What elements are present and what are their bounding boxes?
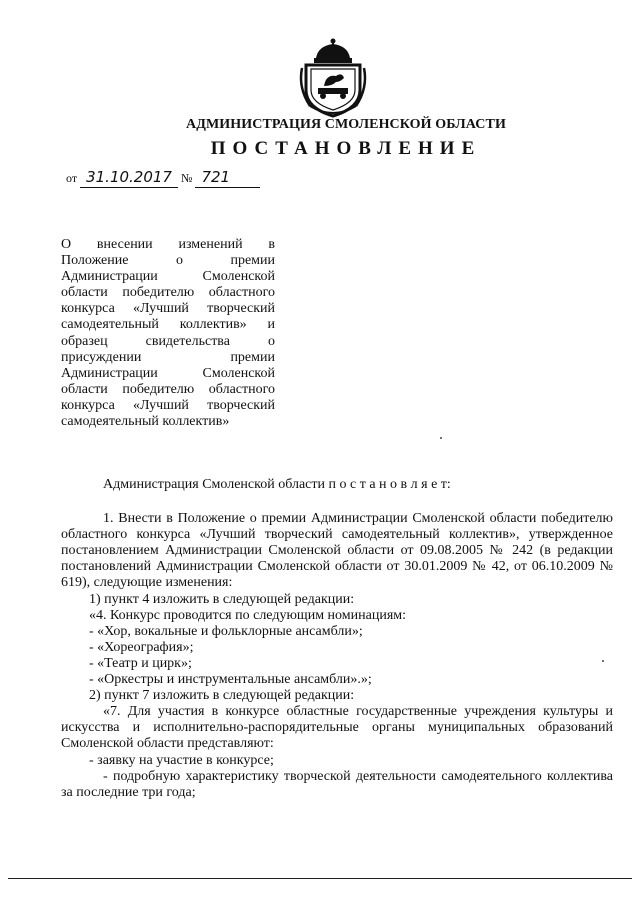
subject-line: Администрации Смоленской bbox=[61, 365, 275, 381]
document-body bbox=[61, 477, 613, 801]
subject-line: Администрации Смоленской bbox=[61, 269, 275, 285]
item-1: 1. Внести в Положение о премии Администрации Смоленской области победителю областного конкурса «Лучший творческий самодеятельный коллектив», утвержденное постановлением Администрации Смоленской области от 09.08.2005 № 242 (в редакции постановлений Администрации Смоленской области от 30.01.2009 № 42, от 06.10.2009 № 619), следующие изменения: bbox=[61, 511, 613, 591]
subject-line: самодеятельный коллектив» и bbox=[61, 317, 275, 333]
scan-speck bbox=[440, 437, 442, 439]
subject-line: присуждении премии bbox=[61, 349, 275, 365]
subject-line: самодеятельный коллектив» bbox=[61, 414, 230, 430]
subject-line: конкурса «Лучший творческий bbox=[61, 397, 275, 413]
subitem-2: 2) пункт 7 изложить в следующей редакции: bbox=[89, 688, 355, 704]
number-value: 721 bbox=[201, 168, 231, 186]
document-type-title: ПОСТАНОВЛЕНИЕ bbox=[210, 138, 482, 159]
nomination-item: - «Театр и цирк»; bbox=[89, 655, 192, 671]
quote-point-4: «4. Конкурс проводится по следующим номинациям: bbox=[89, 607, 407, 623]
date-number-line bbox=[66, 168, 260, 188]
subject-line: образец свидетельства о bbox=[61, 333, 275, 349]
subject-line: области победителю областного bbox=[61, 381, 275, 397]
date-prefix: от bbox=[66, 171, 78, 185]
scan-speck bbox=[602, 660, 604, 662]
document-subject bbox=[61, 237, 275, 430]
page-bottom-edge bbox=[8, 878, 632, 879]
nomination-item: - «Оркестры и инструментальные ансамбли».»; bbox=[89, 672, 372, 688]
organization-title: АДМИНИСТРАЦИЯ СМОЛЕНСКОЙ ОБЛАСТИ bbox=[186, 117, 506, 132]
nomination-item: - «Хор, вокальные и фольклорные ансамбли»; bbox=[89, 623, 363, 639]
subject-line: О внесении изменений в bbox=[61, 237, 275, 252]
subject-line: Положение о премии bbox=[61, 253, 275, 269]
requirement-item: - заявку на участие в конкурсе; bbox=[89, 752, 274, 768]
nomination-item: - «Хореография»; bbox=[89, 639, 194, 655]
number-prefix: № bbox=[180, 171, 193, 185]
date-value: 31.10.2017 bbox=[86, 168, 172, 186]
coat-of-arms-icon bbox=[296, 38, 370, 118]
subitem-1: 1) пункт 4 изложить в следующей редакции: bbox=[89, 591, 355, 607]
preamble: Администрация Смоленской области п о с т а н о в л я е т: bbox=[103, 477, 451, 492]
subject-line: области победителю областного bbox=[61, 285, 275, 301]
quote-point-7: «7. Для участия в конкурсе областные государственные учреждения культуры и искусства и исполнительно-распорядительные органы муниципальных образований Смоленской области представляют: bbox=[61, 704, 613, 752]
subject-line: конкурса «Лучший творческий bbox=[61, 301, 275, 317]
requirement-item: - подробную характеристику творческой деятельности самодеятельного коллектива за последние три года; bbox=[61, 768, 613, 800]
